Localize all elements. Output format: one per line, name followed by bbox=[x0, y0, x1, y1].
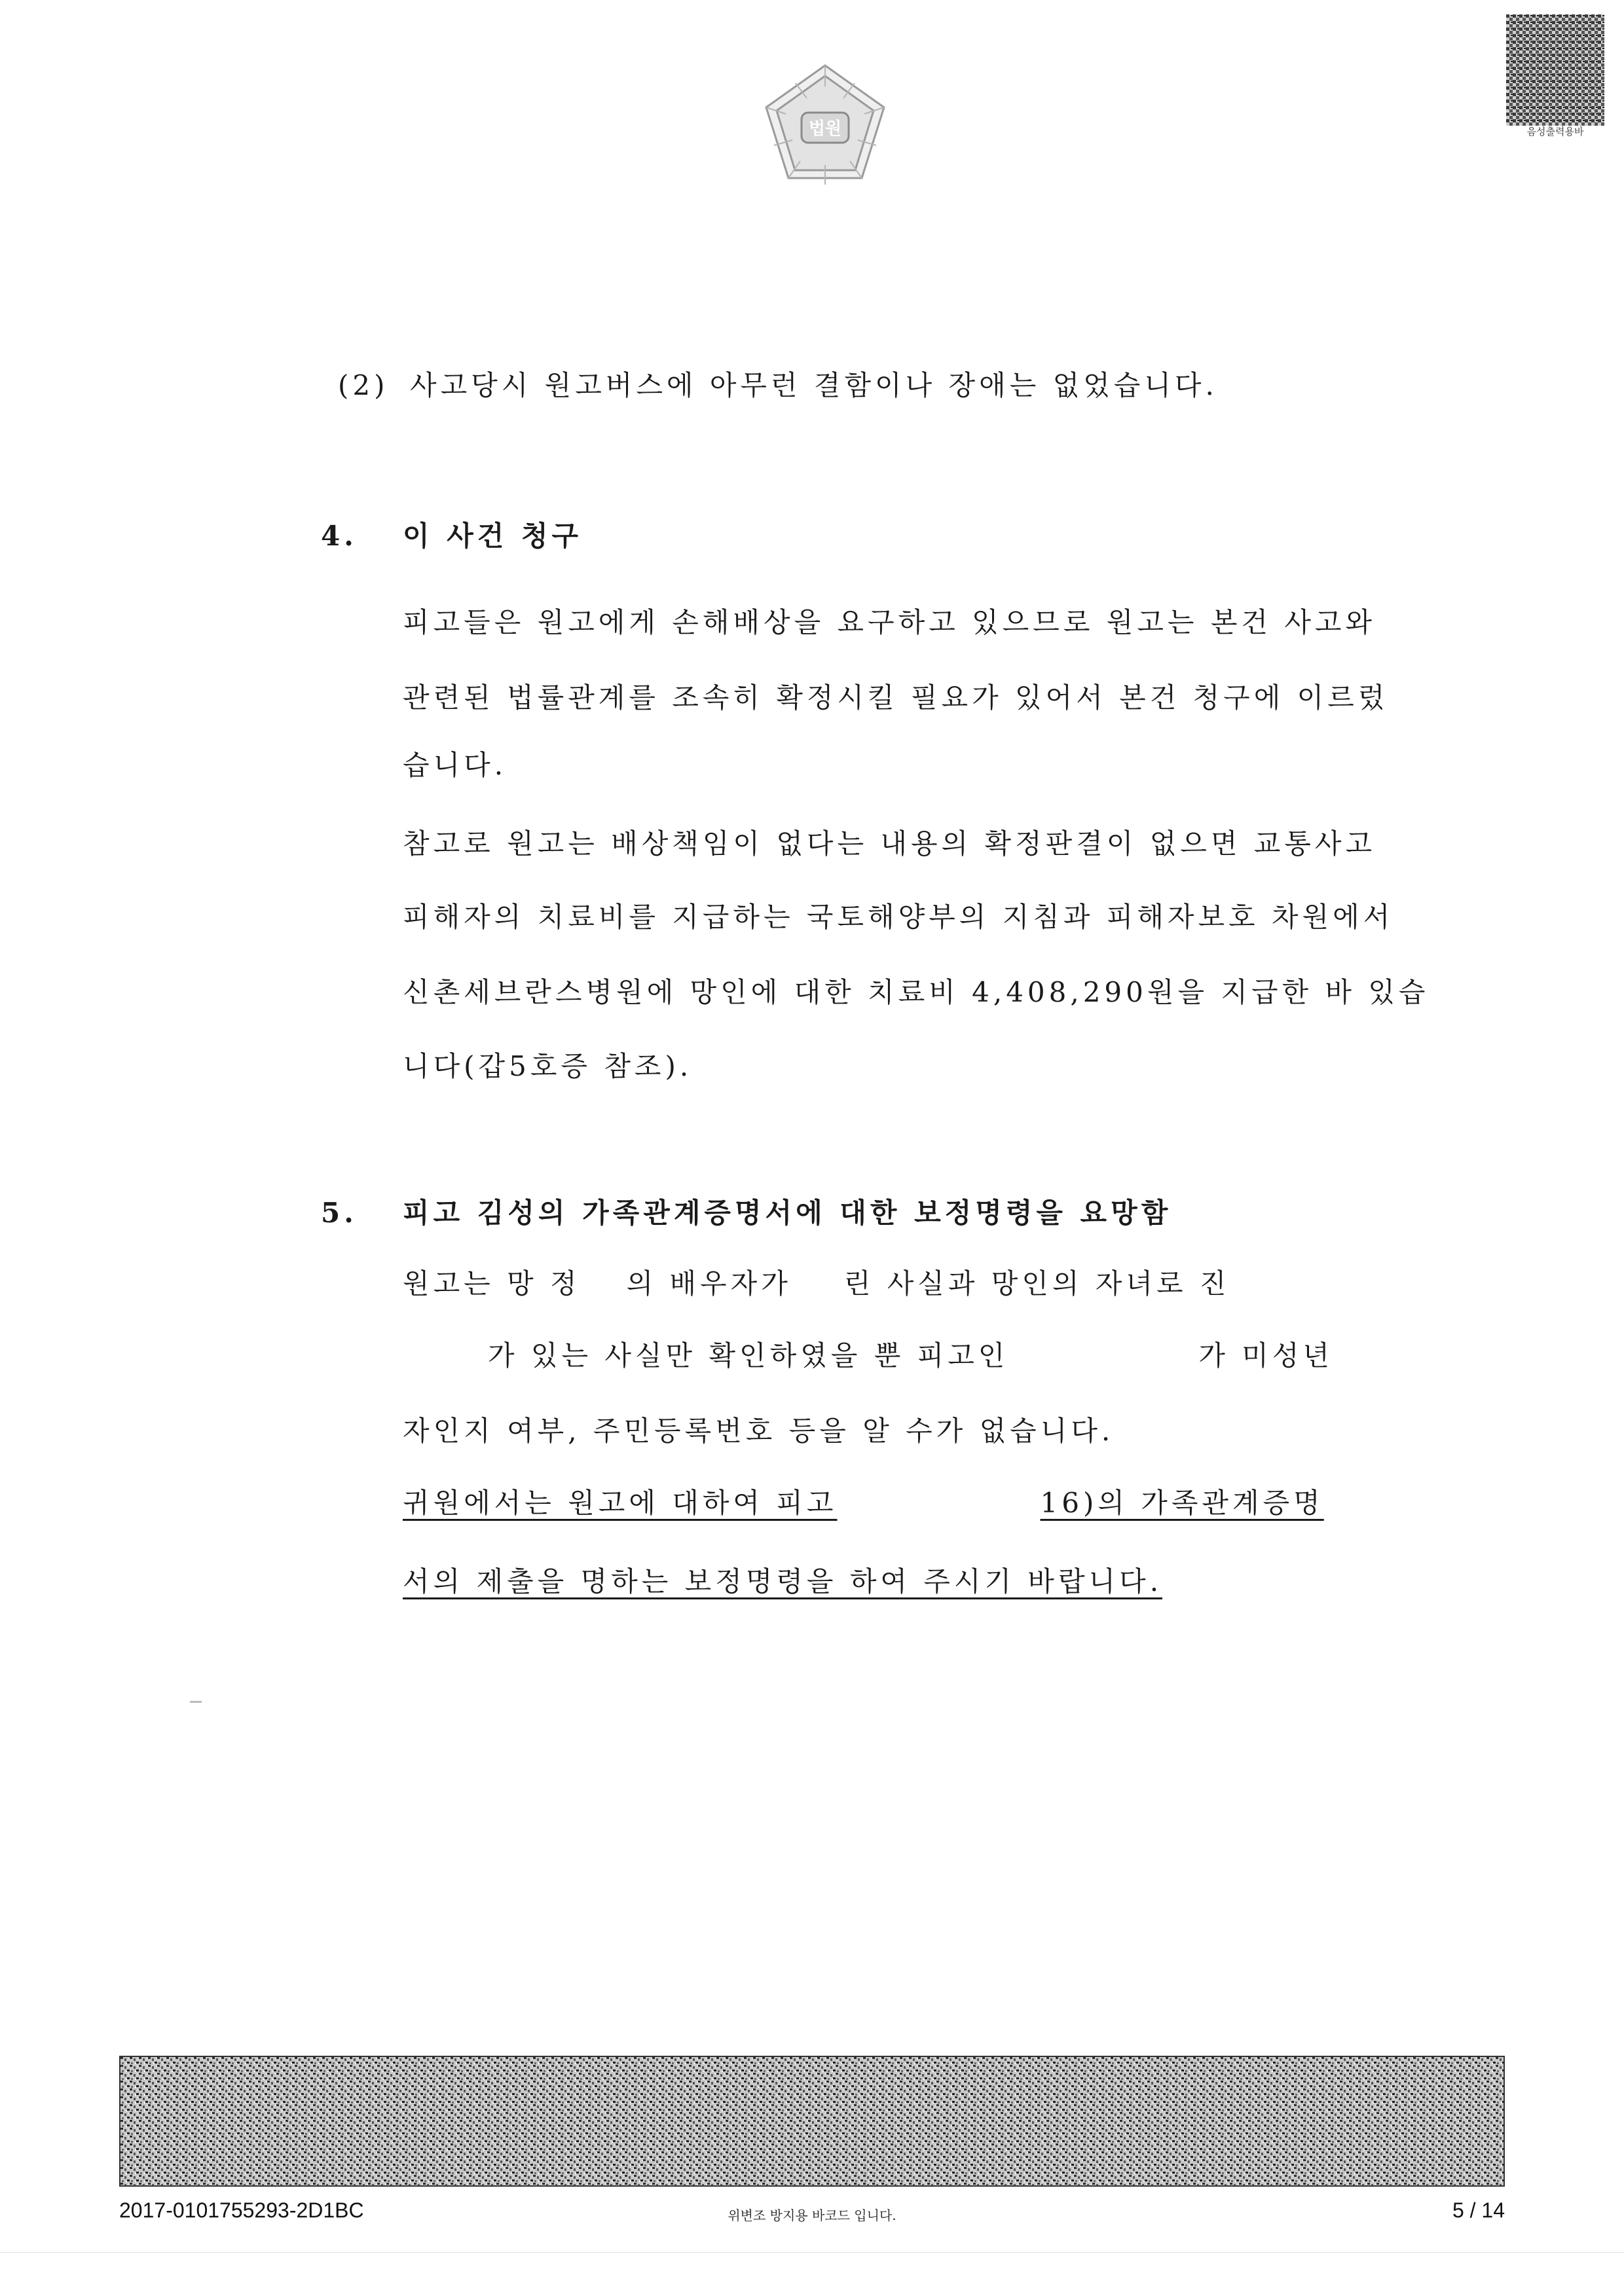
emblem-text: 법원 bbox=[808, 119, 842, 139]
text-segment: 가 미성년 bbox=[1198, 1339, 1333, 1372]
paragraph-line: 피해자의 치료비를 지급하는 국토해양부의 지침과 피해자보호 차원에서 bbox=[403, 901, 1394, 933]
qr-code-icon bbox=[1506, 14, 1604, 126]
redaction bbox=[838, 1489, 1041, 1517]
section-number: 5. bbox=[321, 1197, 358, 1229]
item-2 bbox=[338, 369, 1218, 401]
text-segment: 린 사실과 망인의 자녀로 진 bbox=[843, 1267, 1230, 1300]
redaction bbox=[1008, 1342, 1198, 1370]
paragraph-line bbox=[403, 1565, 1163, 1597]
redaction bbox=[792, 1270, 844, 1298]
section-number: 4. bbox=[321, 520, 358, 552]
section-4-heading bbox=[321, 522, 582, 550]
paragraph-line bbox=[488, 1339, 1333, 1372]
paragraph-line bbox=[403, 1489, 1324, 1517]
item-text: 사고당시 원고버스에 아무런 결함이나 장애는 없었습니다. bbox=[410, 369, 1218, 401]
redaction bbox=[581, 1270, 627, 1298]
document-id: 2017-0101755293-2D1BC bbox=[119, 2198, 364, 2222]
section-5-heading bbox=[321, 1199, 1172, 1227]
text-segment: 의 배우자가 bbox=[626, 1267, 792, 1300]
text-segment: 가 있는 사실만 확인하였을 뿐 피고인 bbox=[488, 1339, 1009, 1372]
paragraph-line bbox=[403, 1267, 1230, 1300]
underlined-text: 16)의 가족관계증명 bbox=[1040, 1487, 1324, 1519]
underlined-text: 서의 제출을 명하는 보정명령을 하여 주시기 바랍니다. bbox=[403, 1565, 1163, 1597]
scan-mark bbox=[190, 1701, 202, 1703]
paragraph-line: 니다(갑5호증 참조). bbox=[403, 1050, 693, 1082]
text-segment: 원고는 망 정 bbox=[403, 1267, 581, 1300]
anti-forgery-barcode-icon bbox=[119, 2056, 1505, 2187]
paragraph-line: 관련된 법률관계를 조속히 확정시킬 필요가 있어서 본건 청구에 이르렀 bbox=[403, 682, 1389, 714]
qr-label: 음성출력용바 bbox=[1526, 126, 1584, 137]
section-title: 이 사건 청구 bbox=[403, 520, 583, 552]
court-emblem-icon bbox=[760, 60, 891, 191]
bottom-rule bbox=[0, 2252, 1624, 2253]
paragraph-line: 피고들은 원고에게 손해배상을 요구하고 있으므로 원고는 본건 사고와 bbox=[403, 606, 1376, 638]
paragraph-line: 습니다. bbox=[403, 749, 507, 781]
barcode-notice: 위변조 방지용 바코드 입니다. bbox=[728, 2208, 896, 2223]
section-title: 피고 김성의 가족관계증명서에 대한 보정명령을 요망함 bbox=[403, 1197, 1172, 1229]
paragraph-line: 신촌세브란스병원에 망인에 대한 치료비 4,408,290원을 지급한 바 있습 bbox=[403, 976, 1430, 1008]
paragraph-line: 자인지 여부, 주민등록번호 등을 알 수가 없습니다. bbox=[403, 1415, 1115, 1447]
page-number: 5 / 14 bbox=[1452, 2198, 1505, 2222]
underlined-text: 귀원에서는 원고에 대하여 피고 bbox=[403, 1487, 838, 1519]
item-number: (2) bbox=[338, 369, 389, 401]
paragraph-line: 참고로 원고는 배상책임이 없다는 내용의 확정판결이 없으면 교통사고 bbox=[403, 828, 1376, 860]
